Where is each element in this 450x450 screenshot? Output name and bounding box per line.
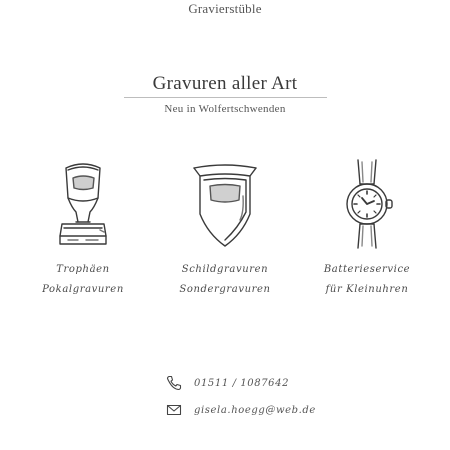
service-trophies <box>8 156 158 295</box>
brand-name: Gravierstüble <box>188 1 262 16</box>
contact-phone[interactable] <box>166 374 289 392</box>
envelope-icon <box>166 402 182 418</box>
service-label-small-watches: für Kleinuhren <box>325 284 409 295</box>
wristwatch-icon <box>322 156 412 251</box>
page-subtitle: Neu in Wolfertschwenden <box>164 103 286 115</box>
service-batteries <box>292 156 442 295</box>
service-label-trophies: Trophäen <box>56 264 110 275</box>
service-label-battery-service: Batterieservice <box>323 264 411 275</box>
shield-plaque-icon <box>180 156 270 251</box>
email-address[interactable]: gisela.hoegg@web.de <box>194 404 316 416</box>
contact-email[interactable] <box>166 401 316 419</box>
page-title: Gravuren aller Art <box>152 73 298 94</box>
service-signs <box>150 156 300 295</box>
phone-icon <box>166 375 182 391</box>
title-divider <box>124 97 327 98</box>
phone-number[interactable]: 01511 / 1087642 <box>194 377 290 389</box>
stamp-icon <box>38 156 128 251</box>
service-label-cup-engravings: Pokalgravuren <box>42 284 124 295</box>
service-label-special-engravings: Sondergravuren <box>179 284 271 295</box>
service-label-sign-engravings: Schildgravuren <box>181 264 269 275</box>
